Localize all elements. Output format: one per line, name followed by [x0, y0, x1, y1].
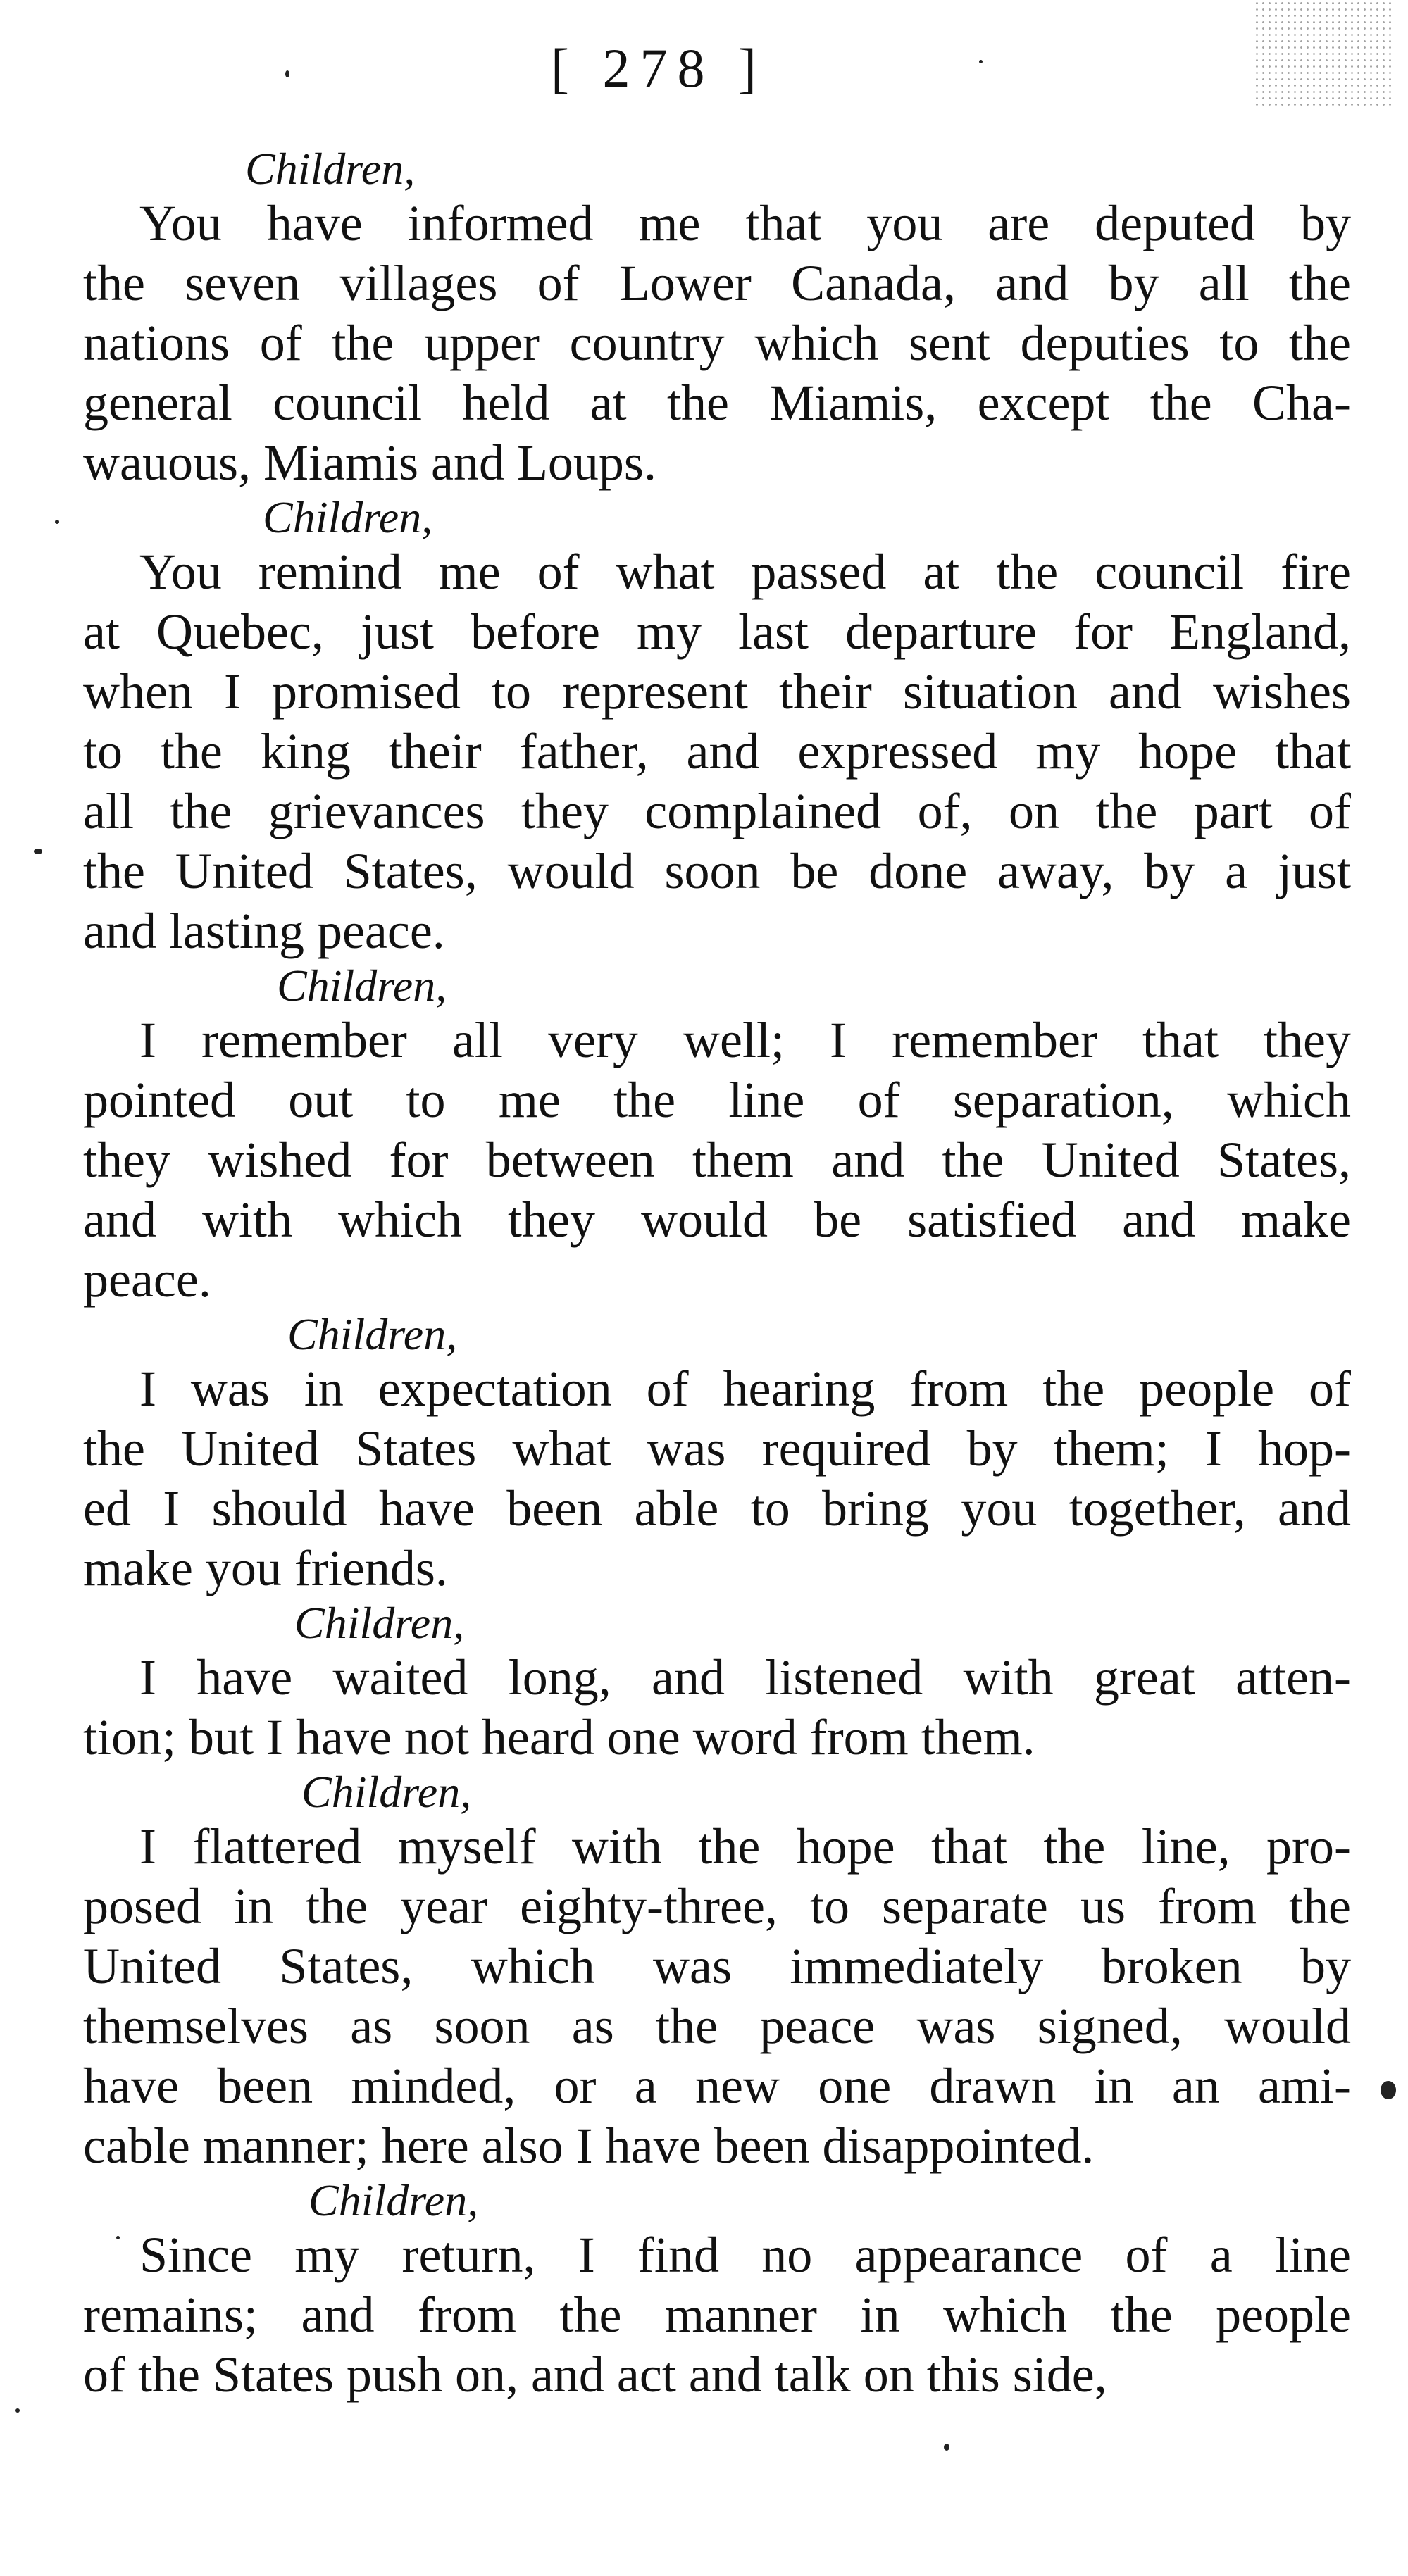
text-line: make you friends.: [83, 1540, 448, 1596]
text-line: tion; but I have not heard one word from them.: [83, 1709, 1035, 1765]
page-body: [83, 144, 1351, 2405]
text-line: and with which they would be satisfied and make: [83, 1192, 1351, 1248]
text-line: at Quebec, just before my last departure for England,: [83, 604, 1351, 660]
section-heading: Children,: [287, 1309, 458, 1359]
text-line: I flattered myself with the hope that the line, pro-: [139, 1818, 1351, 1875]
text-line: of the States push on, and act and talk on this side,: [83, 2346, 1107, 2403]
text-line: they wished for between them and the United States,: [83, 1132, 1351, 1188]
scan-speck: [15, 2408, 20, 2413]
text-line: have been minded, or a new one drawn in an ami-: [83, 2058, 1351, 2114]
text-line: peace.: [83, 1251, 211, 1308]
text-line: general council held at the Miamis, except the Cha-: [83, 375, 1351, 431]
section-heading: Children,: [301, 1767, 472, 1817]
text-line: I was in expectation of hearing from the people of: [139, 1361, 1351, 1417]
text-line: ed I should have been able to bring you together, and: [83, 1480, 1351, 1537]
section-heading: Children,: [263, 492, 433, 542]
text-line: to the king their father, and expressed my hope that: [83, 723, 1351, 780]
scan-speck: [116, 2236, 120, 2239]
page-number: [ 278 ]: [551, 37, 766, 99]
text-line: wauous, Miamis and Loups.: [83, 434, 656, 491]
text-line: You remind me of what passed at the council fire: [139, 544, 1351, 600]
text-line: I have waited long, and listened with great atten-: [139, 1649, 1351, 1706]
scan-speck: [979, 60, 983, 63]
text-line: I remember all very well; I remember that they: [139, 1012, 1351, 1068]
text-line: posed in the year eighty-three, to separate us from the: [83, 1878, 1351, 1934]
scan-speck: [55, 520, 59, 524]
section-heading: Children,: [294, 1598, 465, 1648]
text-line: when I promised to represent their situation and wishes: [83, 663, 1351, 720]
text-line: United States, which was immediately broken by: [83, 1938, 1351, 1994]
scan-speck: [1381, 2081, 1396, 2099]
text-line: themselves as soon as the peace was signed, would: [83, 1998, 1351, 2054]
section-heading: Children,: [309, 2175, 479, 2225]
scan-speck: [34, 849, 42, 854]
text-line: pointed out to me the line of separation, which: [83, 1072, 1351, 1128]
section-heading: Children,: [245, 144, 416, 194]
scan-speck: [285, 70, 289, 77]
text-line: Since my return, I find no appearance of a line: [139, 2227, 1351, 2283]
text-line: the seven villages of Lower Canada, and by all the: [83, 255, 1351, 311]
text-line: all the grievances they complained of, on the part of: [83, 783, 1351, 839]
text-line: remains; and from the manner in which the people: [83, 2287, 1351, 2343]
scan-speck: [944, 2444, 949, 2451]
text-line: You have informed me that you are deputed by: [139, 195, 1351, 251]
text-line: the United States, would soon be done away, by a just: [83, 843, 1351, 899]
text-line: the United States what was required by them; I hop-: [83, 1420, 1351, 1477]
text-line: cable manner; here also I have been disappointed.: [83, 2118, 1095, 2174]
section-heading: Children,: [277, 961, 447, 1011]
text-line: and lasting peace.: [83, 903, 445, 959]
text-line: nations of the upper country which sent deputies to the: [83, 315, 1351, 371]
